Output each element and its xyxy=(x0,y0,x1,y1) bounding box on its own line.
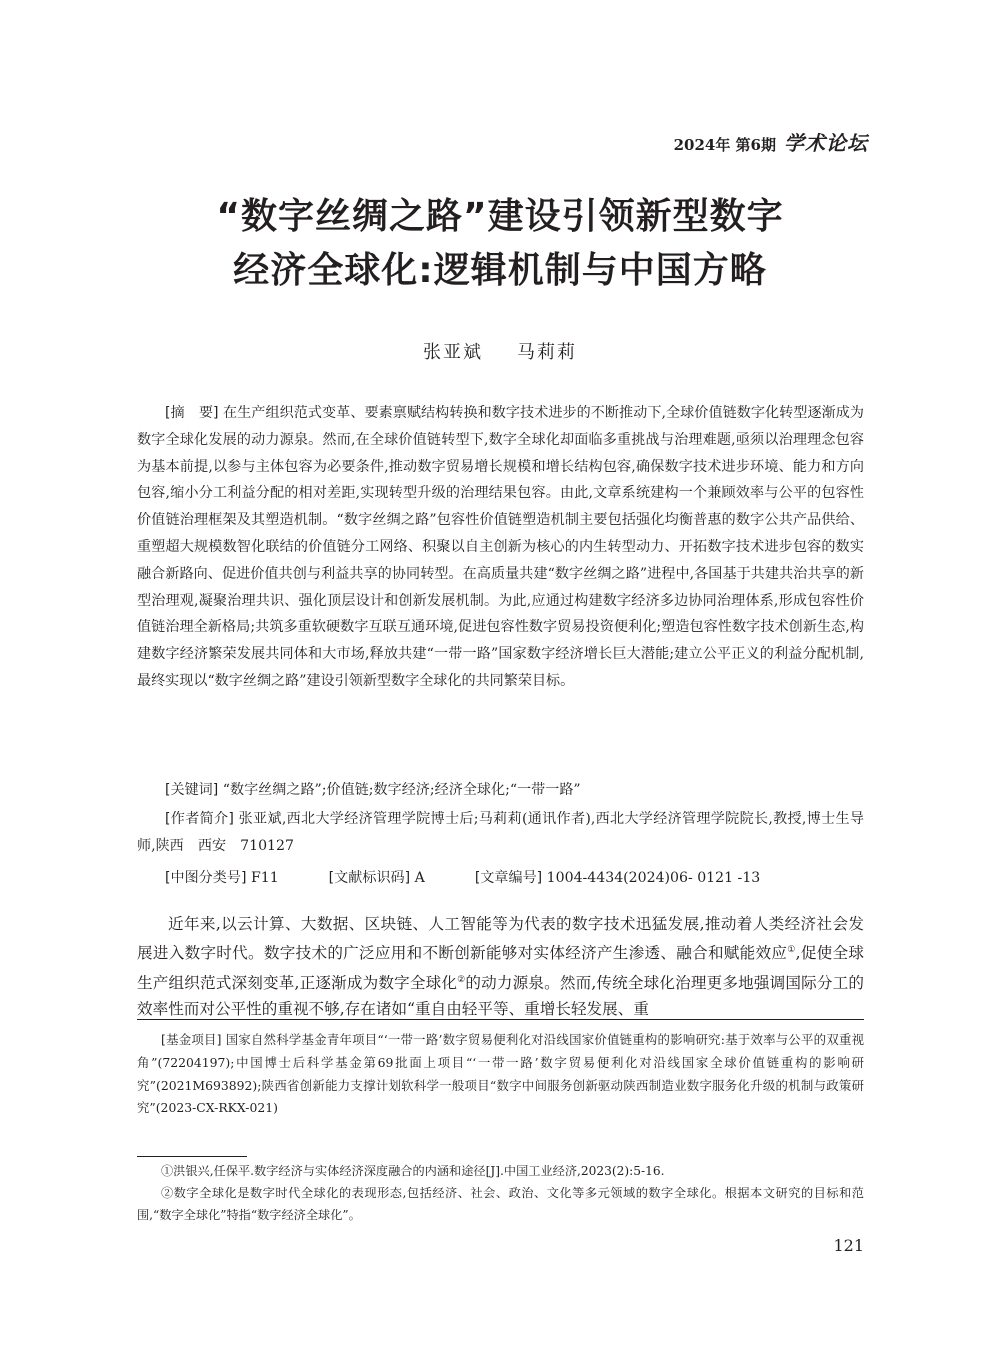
page-number: 121 xyxy=(833,1236,864,1255)
classification-line xyxy=(137,865,892,892)
author-list xyxy=(0,338,1000,364)
footnote-divider xyxy=(137,1156,247,1157)
doc-code-label: [文献标识码] xyxy=(328,870,411,886)
title-line-1: “数字丝绸之路”建设引领新型数字 xyxy=(216,196,784,237)
body-text xyxy=(137,911,864,1022)
author-bio xyxy=(137,806,864,860)
abstract-label: [摘 要] xyxy=(165,405,219,421)
keywords-label: [关键词] xyxy=(165,782,219,798)
journal-name: 学术论坛 xyxy=(784,131,868,155)
clc-label: [中图分类号] xyxy=(165,870,247,886)
funding-label: [基金项目] xyxy=(161,1032,222,1047)
body-paragraph xyxy=(137,911,864,1022)
funding-note xyxy=(137,1029,864,1120)
article-title xyxy=(0,190,1000,298)
clc-value: F11 xyxy=(250,870,279,886)
funding-divider xyxy=(137,1019,864,1020)
body-text-segment: 的动力源泉。然而,传统全球化治理更多地强调国际分工的效率性而对公平性的重视不够,存在诸如“重自由轻平等、重增长轻发展、重 xyxy=(137,973,864,1018)
author-bio-text: 张亚斌,西北大学经济管理学院博士后;马莉莉(通讯作者),西北大学经济管理学院院长,教授,博士生导师,陕西 西安 710127 xyxy=(137,811,864,854)
keywords xyxy=(137,777,864,804)
author-1: 张亚斌 xyxy=(423,342,483,363)
body-text-segment: 近年来,以云计算、大数据、区块链、人工智能等为代表的数字技术迅猛发展,推动着人类经济社会发展进入数字时代。数字技术的广泛应用和不断创新能够对实体经济产生渗透、融合和赋能效应 xyxy=(137,915,864,963)
issue-label: 2024年 第6期 xyxy=(673,136,776,154)
title-line-2: 经济全球化:逻辑机制与中国方略 xyxy=(233,250,767,291)
footnote-ref-1[interactable]: ① xyxy=(787,945,796,956)
author-2: 马莉莉 xyxy=(517,342,577,363)
footnote-2: ②数字全球化是数字时代全球化的表现形态,包括经济、社会、政治、文化等多元领域的数字全球化。根据本文研究的目标和范围,“数字全球化”特指“数字经济全球化”。 xyxy=(137,1186,864,1222)
funding-text: 国家自然科学基金青年项目“‘一带一路’数字贸易便利化对沿线国家价值链重构的影响研究:基于效率与公平的双重视角”(72204197);中国博士后科学基金第69批面上项目“‘一带一路’数字贸易便利化对沿线国家全球价值链重构的影响研究”(2021M693892);陕西省创新能力支撑计划软科学一般项目“数字中间服务创新驱动陕西制造业数字服务化升级的机制与政策研究”(2023-CX-RKX-021) xyxy=(137,1032,864,1116)
article-no-value: 1004-4434(2024)06- 0121 -13 xyxy=(546,870,761,886)
body-text-segment: ,促使全球生产组织范式深刻变革,正逐渐成为数字全球化 xyxy=(137,944,864,992)
footnotes xyxy=(137,1160,864,1226)
abstract xyxy=(137,400,864,695)
keywords-text: “数字丝绸之路”;价值链;数字经济;经济全球化;“一带一路” xyxy=(222,782,581,798)
abstract-text: 在生产组织范式变革、要素禀赋结构转换和数字技术进步的不断推动下,全球价值链数字化转型逐渐成为数字全球化发展的动力源泉。然而,在全球价值链转型下,数字全球化却面临多重挑战与治理难题,亟须以治理理念包容为基本前提,以参与主体包容为必要条件,推动数字贸易增长规模和增长结构包容,确保数字技术进步环境、能力和方向包容,缩小分工利益分配的相对差距,实现转型升级的治理结果包容。由此,文章系统建构一个兼顾效率与公平的包容性价值链治理框架及其塑造机制。“数字丝绸之路”包容性价值链塑造机制主要包括强化均衡普惠的数字公共产品供给、重塑超大规模数智化联结的价值链分工网络、积聚以自主创新为核心的内生转型动力、开拓数字技术进步包容的数实融合新路向、促进价值共创与利益共享的协同转型。在高质量共建“数字丝绸之路”进程中,各国基于共建共治共享的新型治理观,凝聚治理共识、强化顶层设计和创新发展机制。为此,应通过构建数字经济多边协同治理体系,形成包容性价值链治理全新格局;共筑多重软硬数字互联互通环境,促进包容性数字贸易投资便利化;塑造包容性数字技术创新生态,构建数字经济繁荣发展共同体和大市场,释放共建“一带一路”国家数字经济增长巨大潜能;建立公平正义的利益分配机制,最终实现以“数字丝绸之路”建设引领新型数字全球化的共同繁荣目标。 xyxy=(137,405,864,689)
footnote-1: ①洪银兴,任保平.数字经济与实体经济深度融合的内涵和途径[J].中国工业经济,2023(2):5-16. xyxy=(161,1164,665,1178)
author-bio-label: [作者简介] xyxy=(165,811,234,827)
journal-header xyxy=(674,127,868,156)
article-no-label: [文章编号] xyxy=(474,870,543,886)
footnote-ref-2[interactable]: ② xyxy=(457,974,466,985)
doc-code-value: A xyxy=(414,870,425,886)
